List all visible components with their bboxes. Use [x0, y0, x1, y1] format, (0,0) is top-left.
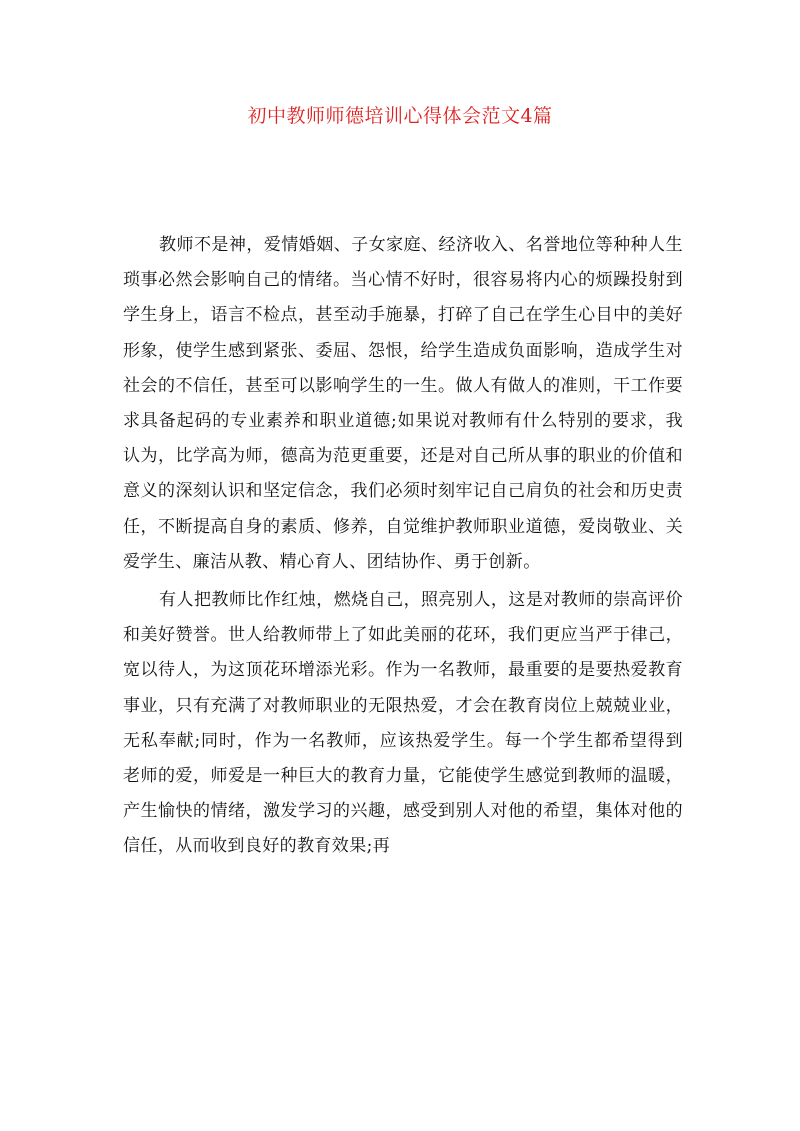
- paragraph-1: 教师不是神，爱情婚姻、子女家庭、经济收入、名誉地位等种种人生琐事必然会影响自己的情绪。当心情不好时，很容易将内心的烦躁投射到学生身上，语言不检点，甚至动手施暴，打碎了自己在学生心目中的美好形象，使学生感到紧张、委屈、怨恨，给学生造成负面影响，造成学生对社会的不信任，甚至可以影响学生的一生。做人有做人的准则，干工作要求具备起码的专业素养和职业道德;如果说对教师有什么特别的要求，我认为，比学高为师，德高为范更重要，还是对自己所从事的职业的价值和意义的深刻认识和坚定信念，我们必须时刻牢记自己肩负的社会和历史责任，不断提高自身的素质、修养，自觉维护教师职业道德，爱岗敬业、关爱学生、廉洁从教、精心育人、团结协作、勇于创新。: [123, 235, 683, 572]
- document-title: 初中教师师德培训心得体会范文4篇: [247, 105, 553, 127]
- document-body: [123, 228, 683, 865]
- paragraph-2: 有人把教师比作红烛，燃烧自己，照亮别人，这是对教师的崇高评价和美好赞誉。世人给教师带上了如此美丽的花环，我们更应当严于律己，宽以待人，为这顶花环增添光彩。作为一名教师，最重要的是要热爱教育事业，只有充满了对教师职业的无限热爱，才会在教育岗位上兢兢业业，无私奉献;同时，作为一名教师，应该热爱学生。每一个学生都希望得到老师的爱，师爱是一种巨大的教育力量，它能使学生感觉到教师的温暖，产生愉快的情绪，激发学习的兴趣，感受到别人对他的希望，集体对他的信任，从而收到良好的教育效果;再: [123, 590, 683, 857]
